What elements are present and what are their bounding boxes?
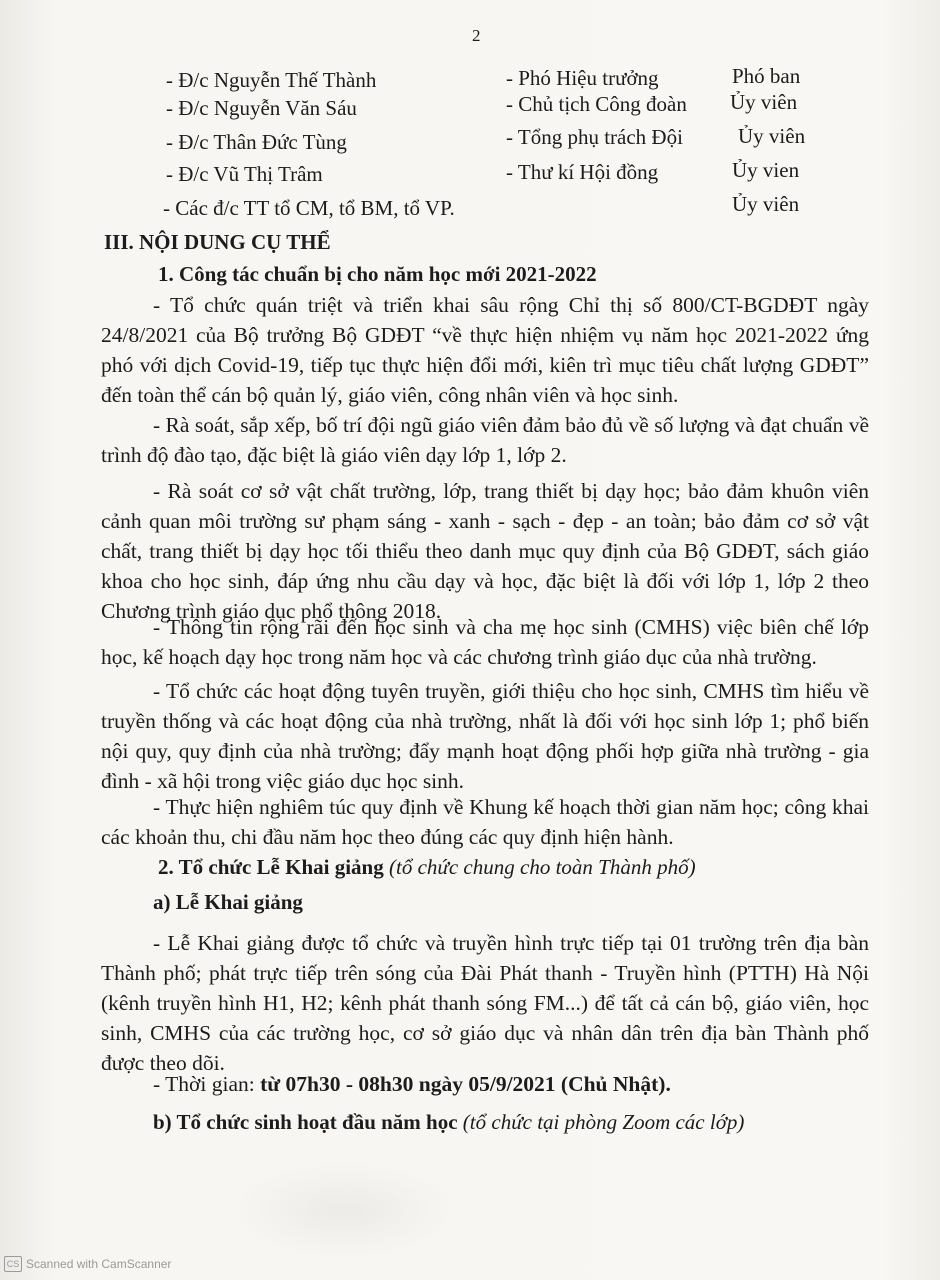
member-name: - Đ/c Nguyễn Văn Sáu	[166, 96, 357, 120]
subsection-note: (tổ chức chung cho toàn Thành phố)	[389, 855, 696, 879]
paragraph: - Thông tin rộng rãi đến học sinh và cha mẹ học sinh (CMHS) việc biên chế lớp học, kế hoạch dạy học trong năm học và các chương trình giáo dục của nhà trường.	[101, 615, 869, 669]
member-position: Phó ban	[732, 64, 801, 88]
member-position: Ủy viên	[738, 124, 806, 148]
member-name: - Đ/c Vũ Thị Trâm	[166, 162, 323, 186]
paragraph: - Rà soát, sắp xếp, bố trí đội ngũ giáo viên đảm bảo đủ về số lượng và đạt chuẩn về trình độ đào tạo, đặc biệt là giáo viên dạy lớp 1, lớp 2.	[101, 413, 869, 467]
subsection-title: b) Tổ chức sinh hoạt đầu năm học	[153, 1110, 458, 1134]
scan-smudge	[230, 1160, 460, 1260]
member-role: - Thư kí Hội đồng	[506, 160, 659, 184]
member-name: - Đ/c Thân Đức Tùng	[166, 130, 347, 154]
event-time-label: - Thời gian:	[153, 1072, 261, 1096]
scanner-footer	[4, 1256, 171, 1272]
member-role: - Chủ tịch Công đoàn	[506, 92, 687, 116]
camscanner-logo-icon: CS	[4, 1256, 22, 1272]
subsection-note: (tổ chức tại phòng Zoom các lớp)	[462, 1110, 745, 1134]
paragraph: - Rà soát cơ sở vật chất trường, lớp, trang thiết bị dạy học; bảo đảm khuôn viên cảnh quan môi trường sư phạm sáng - xanh - sạch - đẹp - an toàn; bảo đảm cơ sở vật chất, trang thiết bị dạy học tối thiểu theo danh mục quy định của Bộ GDĐT, sách giáo khoa cho học sinh, đáp ứng nhu cầu dạy và học, đặc biệt là đối với lớp 1, lớp 2 theo Chương trình giáo dục phổ thông 2018.	[101, 479, 869, 623]
member-position: Ủy vien	[732, 158, 800, 182]
member-name: - Đ/c Nguyễn Thế Thành	[166, 68, 377, 92]
paragraph: - Thực hiện nghiêm túc quy định về Khung kế hoạch thời gian năm học; công khai các khoản thu, chi đầu năm học theo đúng các quy định hiện hành.	[101, 795, 869, 849]
member-position: Ủy viên	[732, 192, 800, 216]
event-time-value: từ 07h30 - 08h30 ngày 05/9/2021 (Chủ Nhật).	[260, 1072, 671, 1096]
scanner-text: Scanned with CamScanner	[26, 1257, 172, 1271]
subsection-title: 2. Tổ chức Lễ Khai giảng	[158, 855, 384, 879]
subsection-heading: a) Lễ Khai giảng	[153, 890, 303, 914]
event-time	[153, 1072, 671, 1097]
section-heading: III. NỘI DUNG CỤ THỂ	[104, 230, 331, 254]
subsection-heading	[158, 855, 696, 880]
subsection-heading	[153, 1110, 744, 1135]
subsection-heading: 1. Công tác chuẩn bị cho năm học mới 2021-2022	[158, 262, 597, 286]
member-role: - Phó Hiệu trưởng	[506, 66, 659, 90]
member-position: Ủy viên	[730, 90, 798, 114]
member-role: - Tổng phụ trách Đội	[506, 125, 683, 149]
page-number: 2	[472, 26, 481, 45]
paragraph: - Lễ Khai giảng được tổ chức và truyền hình trực tiếp tại 01 trường trên địa bàn Thành phố; phát trực tiếp trên sóng của Đài Phát thanh - Truyền hình (PTTH) Hà Nội (kênh truyền hình H1, H2; kênh phát thanh sóng FM...) để tất cả cán bộ, giáo viên, học sinh, CMHS của các trường học, cơ sở giáo dục và nhân dân trên địa bàn Thành phố được theo dõi.	[101, 931, 869, 1075]
member-name: - Các đ/c TT tổ CM, tổ BM, tổ VP.	[163, 196, 455, 220]
paragraph: - Tổ chức quán triệt và triển khai sâu rộng Chỉ thị số 800/CT-BGDĐT ngày 24/8/2021 của Bộ trưởng Bộ GDĐT “về thực hiện nhiệm vụ năm học 2021-2022 ứng phó với dịch Covid-19, tiếp tục thực hiện đổi mới, kiên trì mục tiêu chất lượng GDĐT” đến toàn thể cán bộ quản lý, giáo viên, công nhân viên và học sinh.	[101, 293, 869, 407]
paragraph: - Tổ chức các hoạt động tuyên truyền, giới thiệu cho học sinh, CMHS tìm hiểu về truyền thống và các hoạt động của nhà trường, nhất là đối với học sinh lớp 1; phổ biến nội quy, quy định của nhà trường; đẩy mạnh hoạt động phối hợp giữa nhà trường - gia đình - xã hội trong việc giáo dục học sinh.	[101, 679, 869, 793]
